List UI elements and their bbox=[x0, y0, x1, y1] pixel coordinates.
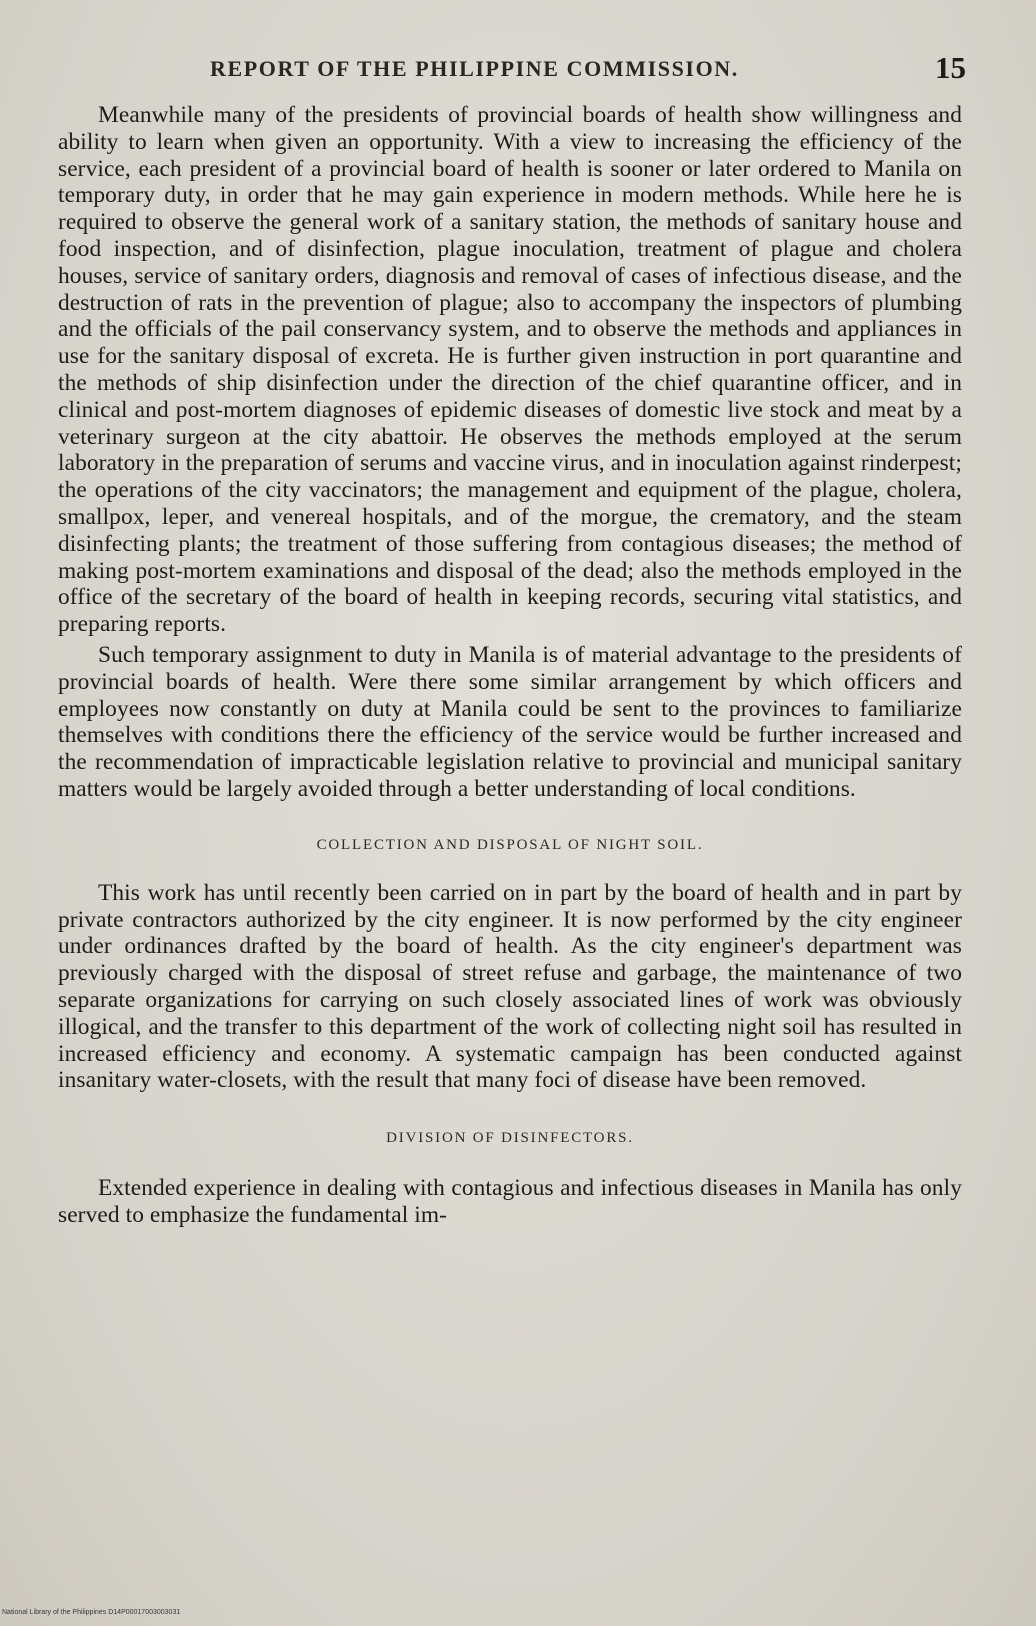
running-title: REPORT OF THE PHILIPPINE COMMISSION. bbox=[210, 56, 739, 81]
page-number: 15 bbox=[935, 50, 966, 85]
section-heading-disinfectors: DIVISION OF DISINFECTORS. bbox=[386, 1130, 634, 1147]
paragraph-presidents-training: Meanwhile many of the presidents of provincial boards of health show willingness and ability to learn when given an opportunity. With a view to increasing the efficiency of the service, each president of a provincial board of health is sooner or later ordered to Manila on temporary duty, in order that he may gain experience in modern methods. While here he is required to observe the general work of a sanitary station, the methods of sanitary house and food inspection, and of disinfection, plague inoculation, treatment of plague and cholera houses, service of sanitary orders, diagnosis and removal of cases of infectious disease, and the destruction of rats in the prevention of plague; also to accompany the inspectors of plumbing and the officials of the pail conservancy system, and to observe the methods and appliances in use for the sanitary disposal of excreta. He is further given instruction in port quarantine and the methods of ship disinfection under the direction of the chief quarantine officer, and in clinical and post-mortem diagnoses of epidemic diseases of domestic live stock and meat by a veterinary surgeon at the city abattoir. He observes the methods employed at the serum laboratory in the preparation of serums and vaccine virus, and in inoculation against rinderpest; the operations of the city vaccinators; the management and equipment of the plague, cholera, smallpox, leper, and venereal hospitals, and of the morgue, the crematory, and the steam disinfecting plants; the treatment of those suffering from contagious diseases; the method of making post-mortem examinations and disposal of the dead; also the methods employed in the office of the secretary of the board of health in keeping records, securing vital statistics, and preparing reports. bbox=[58, 102, 962, 638]
paragraph-night-soil: This work has until recently been carried on in part by the board of health and in part by private contractors authorized by the city engineer. It is now performed by the city engineer under ordinances drafted by the board of health. As the city engineer's department was previously charged with the disposal of street refuse and garbage, the maintenance of two separate organizations for carrying on such closely associated lines of work was obviously illogical, and the transfer to this department of the work of collecting night soil has resulted in increased efficiency and economy. A systematic campaign has been conducted against insanitary water-closets, with the result that many foci of disease have been removed. bbox=[58, 879, 962, 1094]
running-head bbox=[60, 50, 966, 90]
section-heading-night-soil: COLLECTION AND DISPOSAL OF NIGHT SOIL. bbox=[316, 836, 704, 853]
body-text bbox=[58, 102, 962, 1229]
paragraph-temporary-assignment: Such temporary assignment to duty in Manila is of material advantage to the presidents of provincial boards of health. Were there some similar arrangement by which officers and employees now constantly on duty at Manila could be sent to the provinces to familiarize themselves with conditions there the efficiency of the service would be further increased and the recommendation of impracticable legislation relative to provincial and municipal sanitary matters would be largely avoided through a better understanding of local conditions. bbox=[58, 641, 962, 802]
library-footer: National Library of the Philippines D14P00017003003031 bbox=[2, 1609, 181, 1616]
paragraph-disinfectors: Extended experience in dealing with contagious and infectious diseases in Manila has only served to emphasize the fundamental im- bbox=[58, 1175, 962, 1228]
